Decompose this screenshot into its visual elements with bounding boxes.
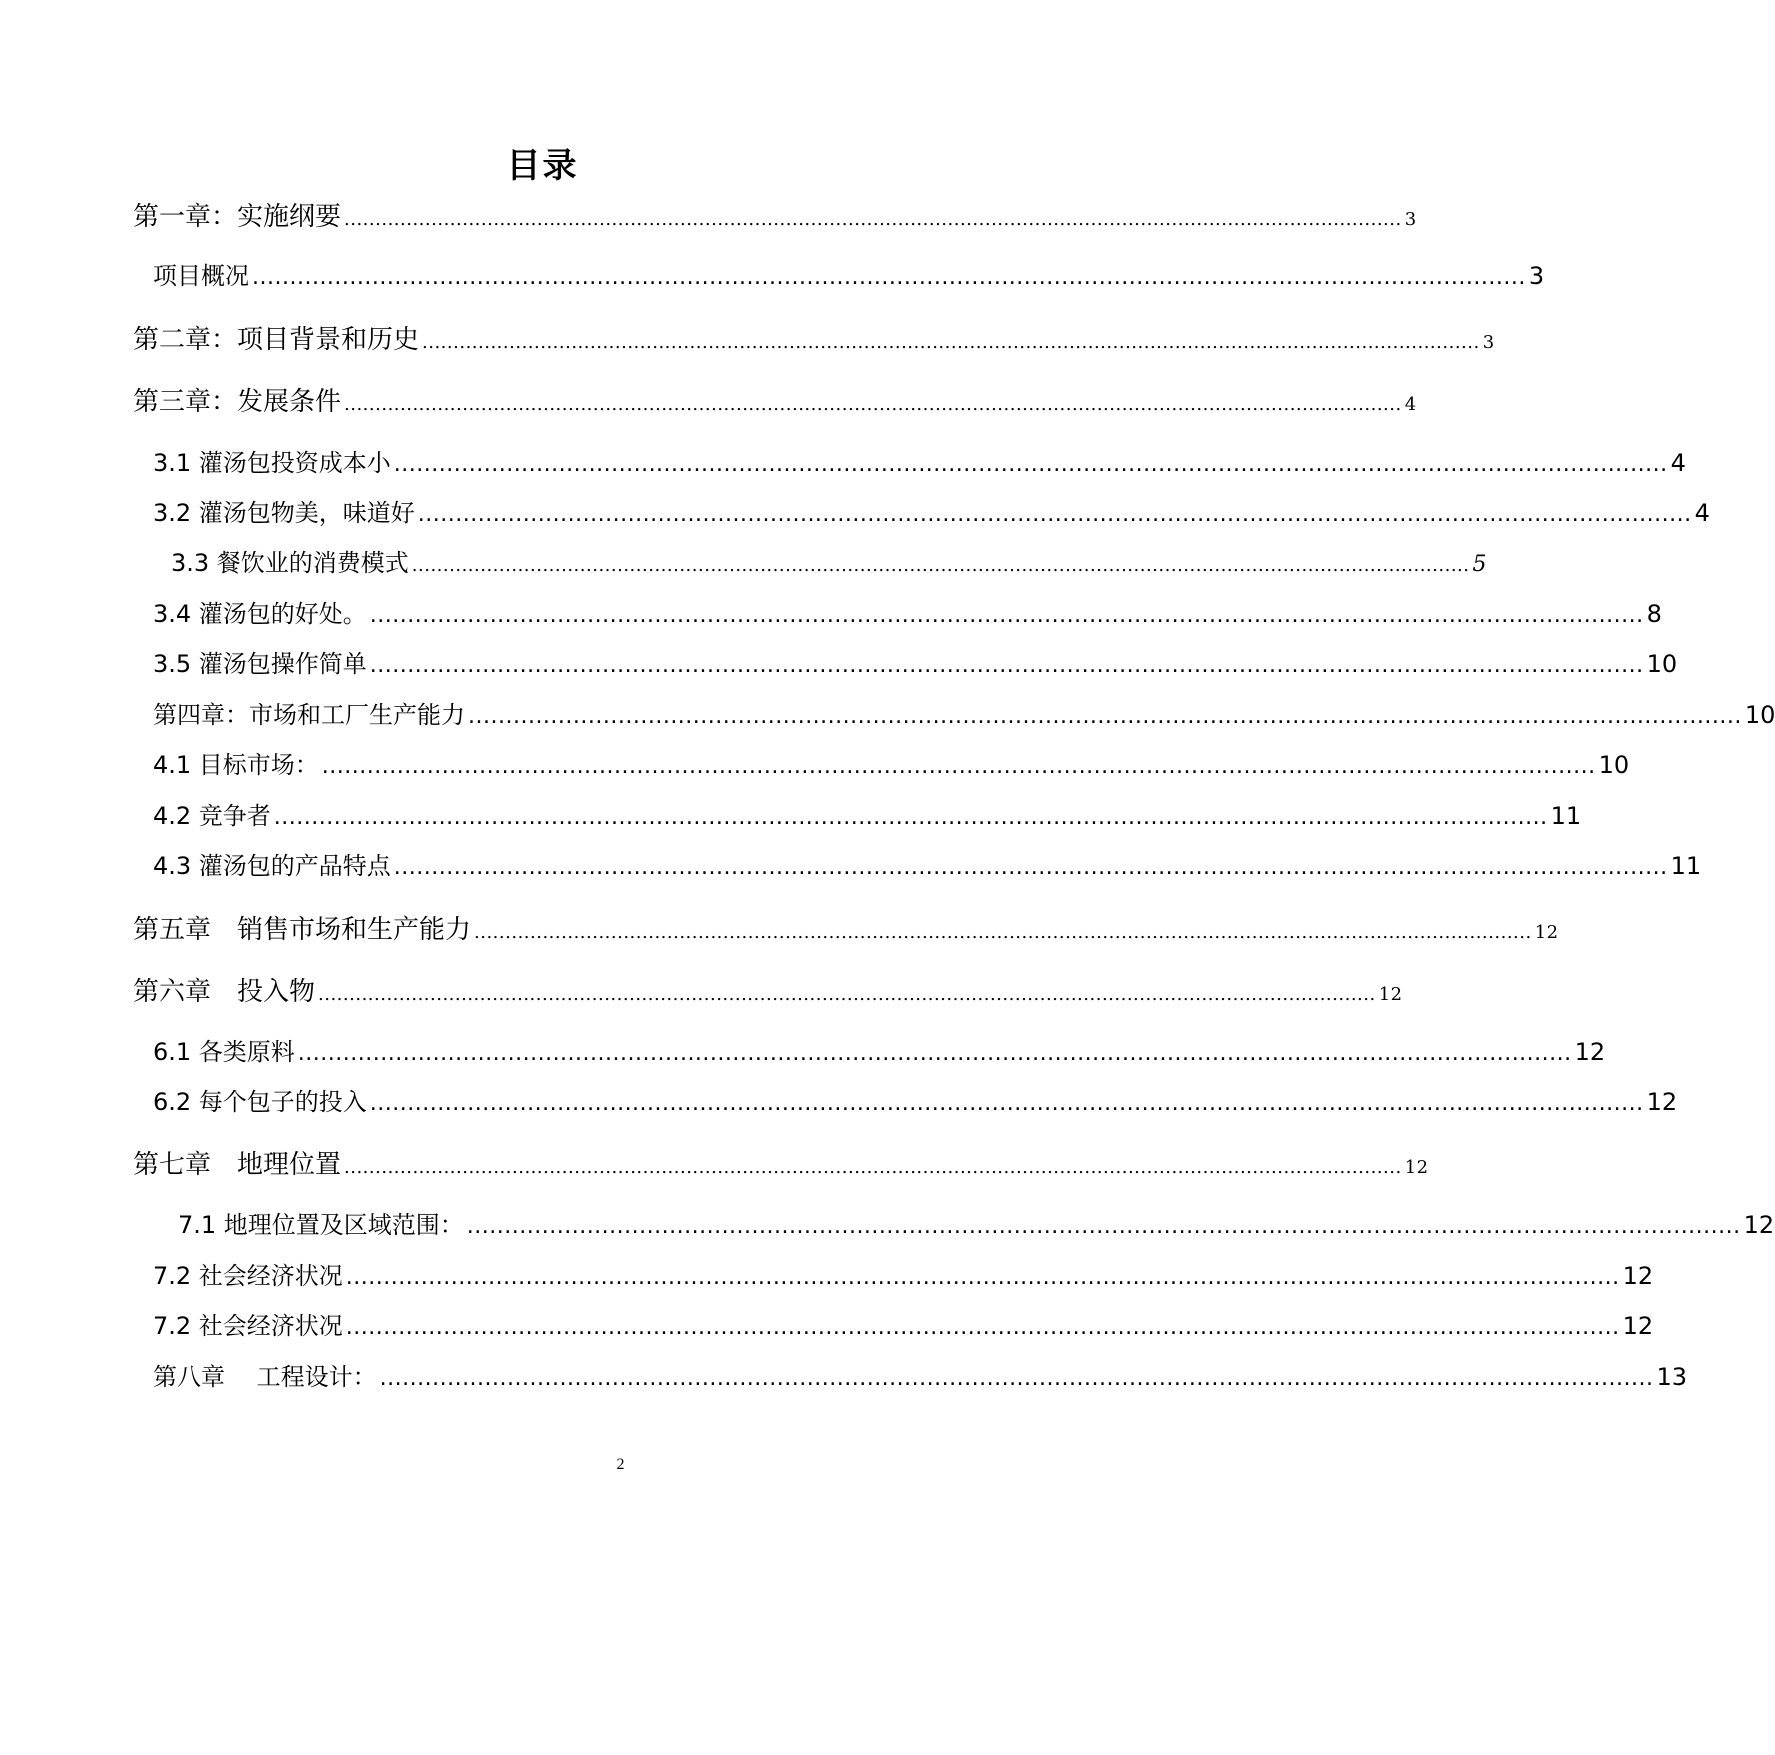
toc-leader-dots: .......................................................................................................................................................................... xyxy=(474,922,1532,943)
toc-entry-text: 3.2 灌汤包物美，味道好 xyxy=(153,499,415,527)
toc-leader-dots: .......................................................................................................................................................................... xyxy=(273,805,1548,830)
toc-entry-page: 12 xyxy=(1622,1262,1654,1290)
toc-entry-page: 10 xyxy=(1744,701,1775,729)
toc-leader-dots: .......................................................................................................................................................................... xyxy=(344,394,1402,415)
toc-entry[interactable] xyxy=(153,796,1582,836)
toc-entry-page: 12 xyxy=(1743,1211,1775,1239)
toc-entry-page: 8 xyxy=(1646,600,1662,628)
toc-entry-text: 第三章：发展条件 xyxy=(133,387,342,417)
toc-leader-dots: .......................................................................................................................................................................... xyxy=(422,332,1480,353)
toc-leader-dots: .......................................................................................................................................................................... xyxy=(369,653,1644,678)
toc-entry[interactable] xyxy=(153,644,1678,684)
toc-entry-page: 11 xyxy=(1670,852,1702,880)
toc-entry-page: 12 xyxy=(1622,1312,1654,1340)
toc-entry-text: 3.5 灌汤包操作简单 xyxy=(153,650,367,678)
toc-entry-text: 7.2 社会经济状况 xyxy=(153,1312,343,1340)
toc-entry[interactable] xyxy=(133,971,1403,1011)
toc-entry-page: 12 xyxy=(1534,922,1559,943)
toc-entry-page: 3 xyxy=(1404,209,1417,230)
toc-entry-text: 4.3 灌汤包的产品特点 xyxy=(153,852,391,880)
toc-leader-dots: .......................................................................................................................................................................... xyxy=(321,754,1596,779)
toc-entry[interactable] xyxy=(153,1306,1654,1346)
toc-entry-text: 第八章 工程设计： xyxy=(153,1363,377,1391)
toc-entry[interactable] xyxy=(133,196,1417,236)
toc-title: 目录 xyxy=(506,146,579,186)
toc-leader-dots: .......................................................................................................................................................................... xyxy=(318,984,1376,1005)
toc-leader-dots: .......................................................................................................................................................................... xyxy=(344,1157,1402,1178)
toc-entry-page: 5 xyxy=(1472,552,1487,577)
toc-leader-dots: .......................................................................................................................................................................... xyxy=(393,855,1668,880)
toc-leader-dots: .......................................................................................................................................................................... xyxy=(369,1091,1644,1116)
toc-entry[interactable] xyxy=(153,1082,1678,1122)
toc-entry-page: 4 xyxy=(1670,449,1686,477)
toc-leader-dots: .......................................................................................................................................................................... xyxy=(393,452,1668,477)
toc-entry[interactable] xyxy=(133,319,1495,359)
toc-entry[interactable] xyxy=(153,846,1702,886)
toc-entry-page: 3 xyxy=(1528,262,1545,290)
toc-entry[interactable] xyxy=(133,381,1417,421)
toc-entry-text: 第一章：实施纲要 xyxy=(133,202,342,232)
toc-entry-page: 4 xyxy=(1694,499,1710,527)
page-number: 2 xyxy=(616,1456,625,1473)
toc-entry-text: 项目概况 xyxy=(153,262,249,290)
toc-entry[interactable] xyxy=(153,695,1775,735)
toc-entry[interactable] xyxy=(153,745,1630,785)
toc-entry-text: 第四章：市场和工厂生产能力 xyxy=(153,701,465,729)
toc-leader-dots: .......................................................................................................................................................................... xyxy=(297,1041,1572,1066)
toc-entry-text: 7.1 地理位置及区域范围： xyxy=(178,1211,464,1239)
toc-entry-page: 10 xyxy=(1646,650,1678,678)
toc-leader-dots: .......................................................................................................................................................................... xyxy=(345,1265,1620,1290)
toc-entry[interactable] xyxy=(153,493,1710,533)
toc-leader-dots: .......................................................................................................................................................................... xyxy=(379,1366,1654,1391)
toc-entry-page: 11 xyxy=(1550,802,1582,830)
toc-leader-dots: .......................................................................................................................................................................... xyxy=(344,209,1402,230)
toc-entry-page: 3 xyxy=(1482,332,1495,353)
toc-entry-page: 12 xyxy=(1378,984,1403,1005)
toc-entry-page: 10 xyxy=(1598,751,1630,779)
toc-entry[interactable] xyxy=(153,1256,1654,1296)
toc-entry[interactable] xyxy=(153,1032,1606,1072)
toc-entry-text: 第五章 销售市场和生产能力 xyxy=(133,915,472,945)
toc-entry-text: 7.2 社会经济状况 xyxy=(153,1262,343,1290)
toc-entry-text: 4.1 目标市场： xyxy=(153,751,319,779)
toc-entry-text: 第二章：项目背景和历史 xyxy=(133,325,420,355)
toc-entry-text: 3.3 餐饮业的消费模式 xyxy=(171,549,409,577)
toc-entry[interactable] xyxy=(153,1357,1688,1397)
toc-leader-dots: .......................................................................................................................................................................... xyxy=(369,603,1644,628)
toc-entry-text: 4.2 竞争者 xyxy=(153,802,271,830)
toc-entry-page: 12 xyxy=(1574,1038,1606,1066)
toc-entry-text: 第七章 地理位置 xyxy=(133,1150,342,1180)
toc-entry[interactable] xyxy=(171,543,1487,583)
toc-entry-text: 第六章 投入物 xyxy=(133,977,316,1007)
toc-entry-text: 3.1 灌汤包投资成本小 xyxy=(153,449,391,477)
toc-entry[interactable] xyxy=(153,443,1686,483)
toc-entry-page: 12 xyxy=(1646,1088,1678,1116)
toc-entry-page: 12 xyxy=(1404,1157,1429,1178)
toc-entry-text: 6.1 各类原料 xyxy=(153,1038,295,1066)
toc-leader-dots: .......................................................................................................................................................................... xyxy=(411,555,1470,576)
toc-entry[interactable] xyxy=(133,909,1559,949)
toc-entry-text: 3.4 灌汤包的好处。 xyxy=(153,600,367,628)
toc-entry[interactable] xyxy=(153,256,1545,296)
toc-leader-dots: .......................................................................................................................................................................... xyxy=(417,502,1692,527)
toc-entry-text: 6.2 每个包子的投入 xyxy=(153,1088,367,1116)
toc-entry[interactable] xyxy=(178,1205,1775,1245)
toc-leader-dots: .......................................................................................................................................................................... xyxy=(345,1315,1620,1340)
toc-leader-dots: .......................................................................................................................................................................... xyxy=(466,1214,1741,1239)
toc-leader-dots: .......................................................................................................................................................................... xyxy=(252,265,1526,290)
toc-entry[interactable] xyxy=(153,594,1662,634)
toc-entry-page: 4 xyxy=(1404,394,1417,415)
toc-leader-dots: .......................................................................................................................................................................... xyxy=(468,704,1742,729)
toc-entry-page: 13 xyxy=(1656,1363,1688,1391)
toc-entry[interactable] xyxy=(133,1144,1429,1184)
